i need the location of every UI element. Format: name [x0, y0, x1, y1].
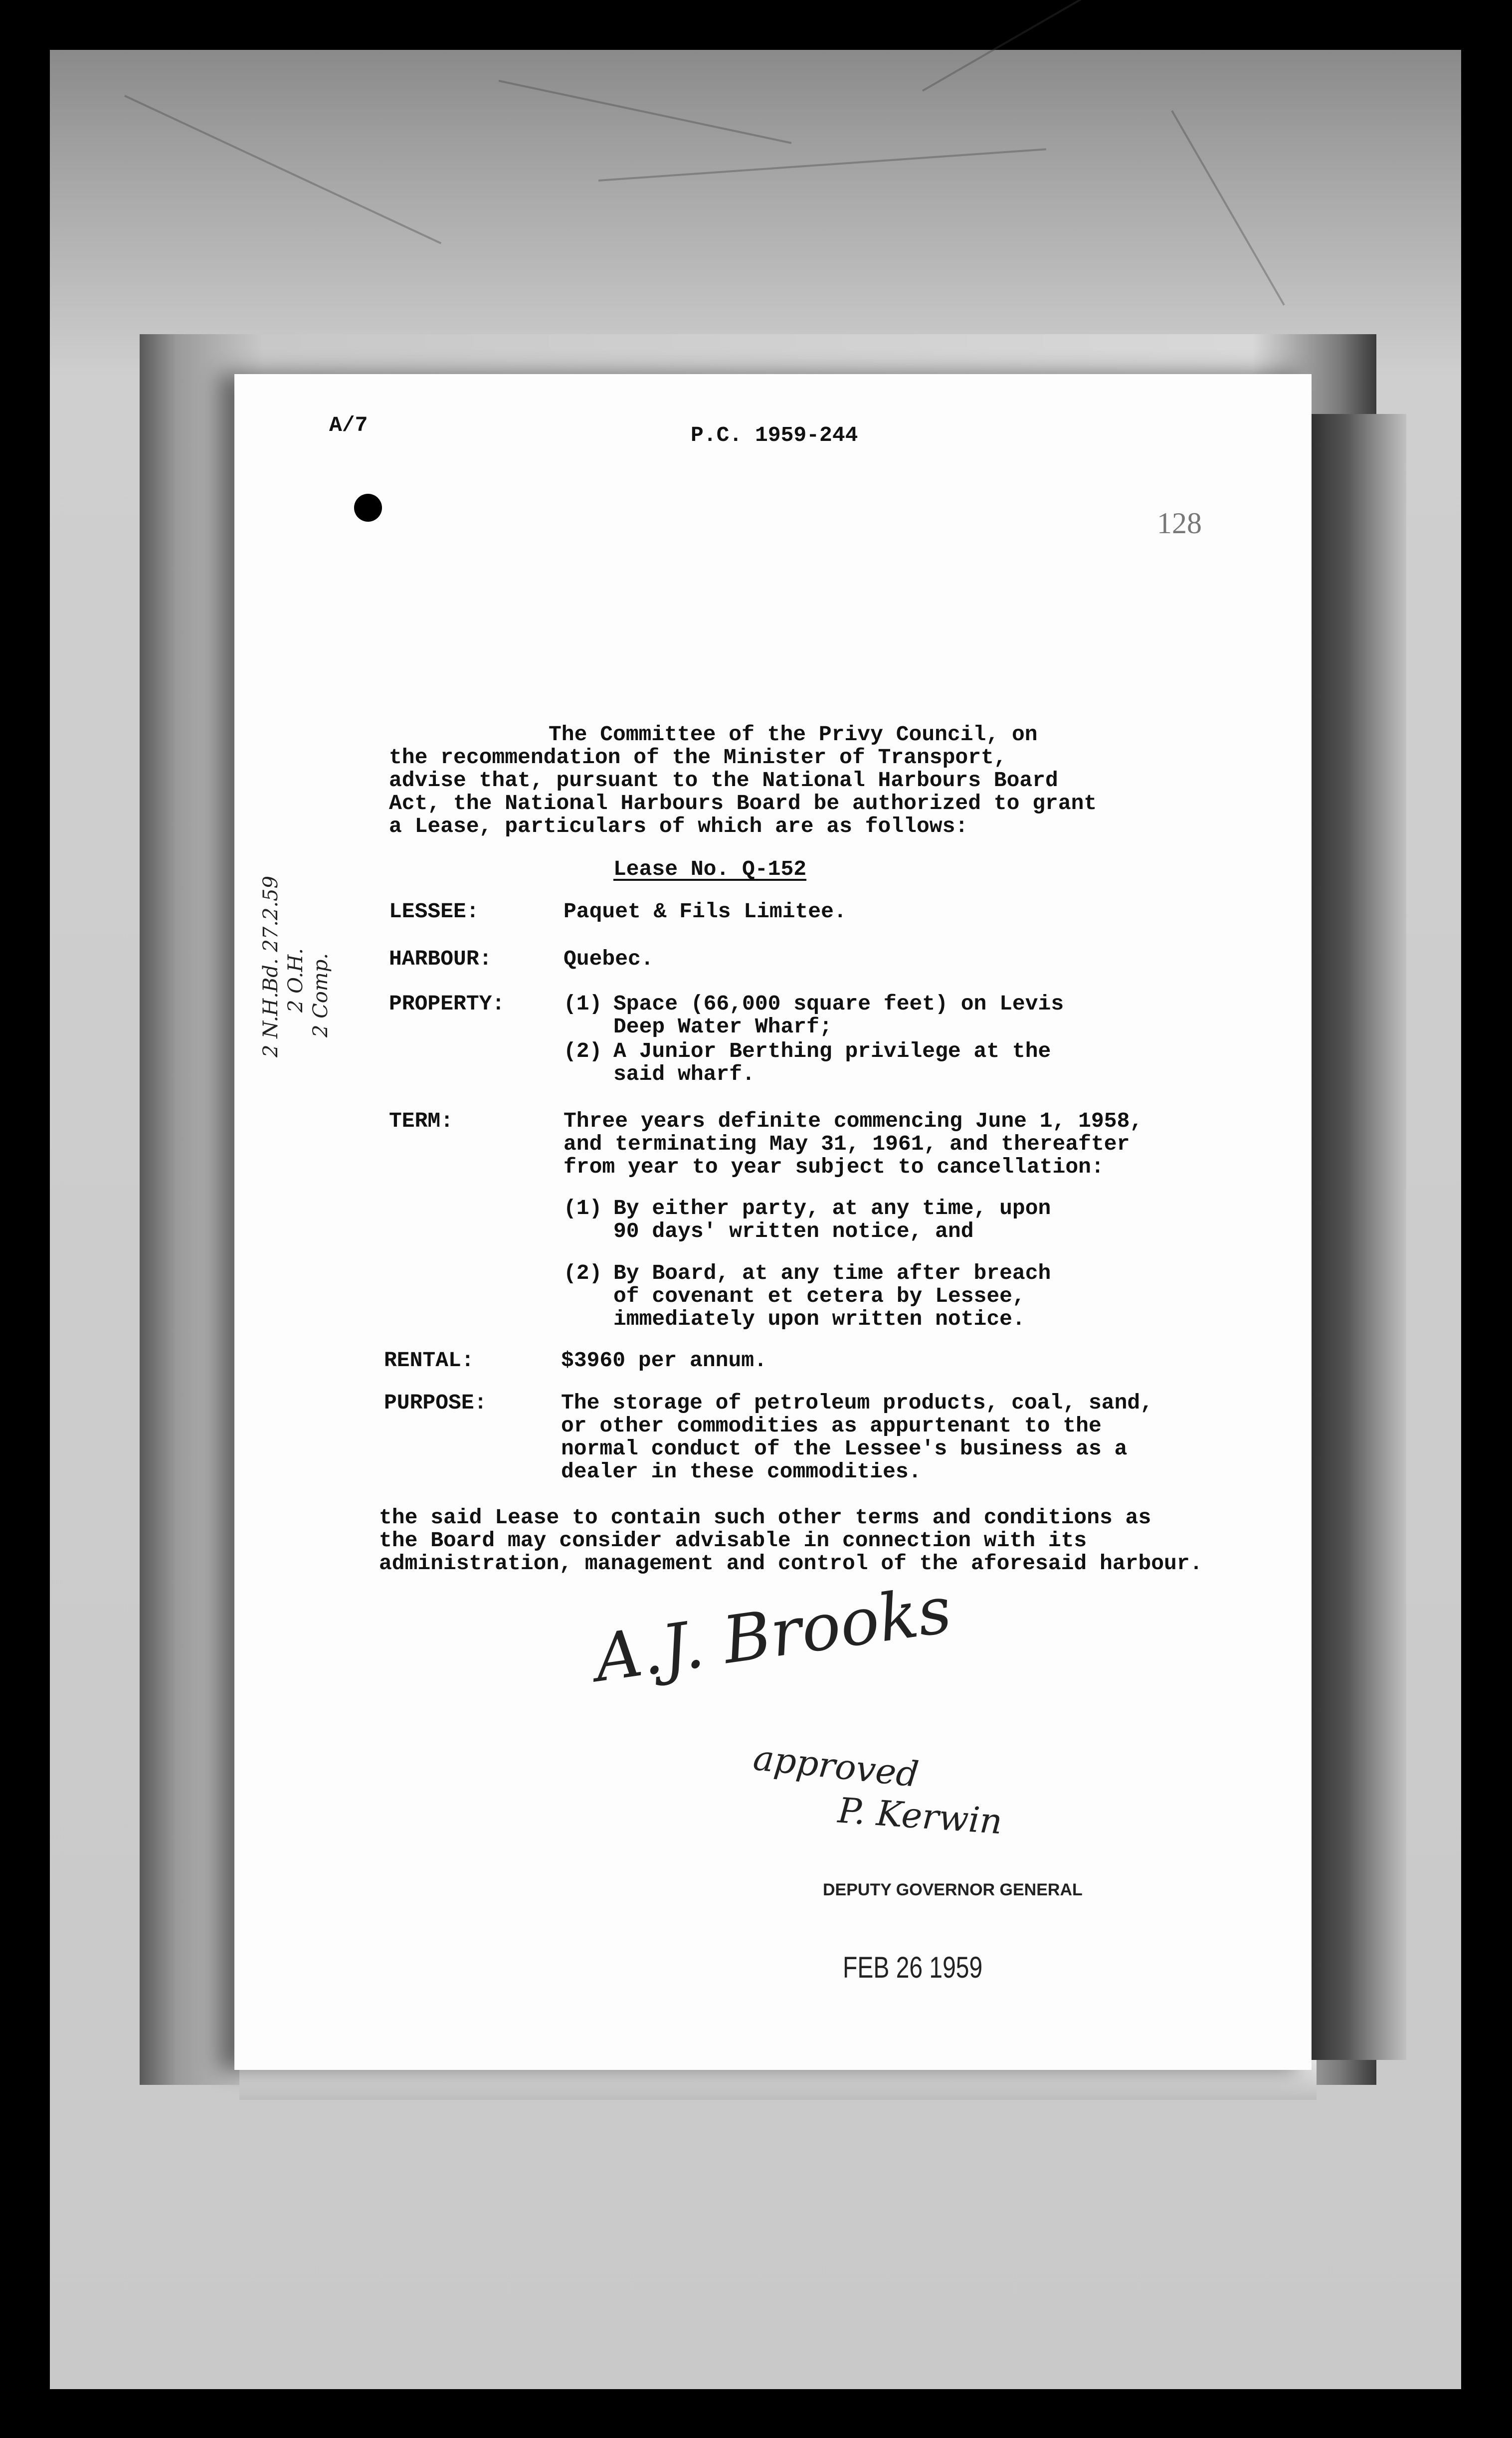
term-item-line: By Board, at any time after breach [613, 1261, 1051, 1285]
property-item-number: (2) [564, 1039, 602, 1063]
purpose-line: The storage of petroleum products, coal, sand, [561, 1391, 1153, 1415]
approval-date-stamp: FEB 26 1959 [843, 1951, 983, 1984]
purpose-label: PURPOSE: [384, 1391, 487, 1415]
lessee-value: Paquet & Fils Limitee. [564, 899, 847, 924]
property-label: PROPERTY: [389, 992, 505, 1016]
property-item-line: said wharf. [613, 1062, 755, 1086]
page-edge-shadow [1307, 414, 1406, 2060]
term-line: and terminating May 31, 1961, and thereafter [564, 1132, 1130, 1156]
purpose-line: or other commodities as appurtenant to the [561, 1414, 1102, 1438]
term-item-line: By either party, at any time, upon [613, 1196, 1051, 1220]
lease-title: Lease No. Q-152 [613, 857, 807, 881]
term-item-line: of covenant et cetera by Lessee, [613, 1284, 1025, 1308]
term-item-line: 90 days' written notice, and [613, 1219, 974, 1243]
minister-signature: A.J. Brooks [589, 1571, 956, 1697]
approval-signature: P. Kerwin [836, 1790, 1004, 1842]
preamble-line: the recommendation of the Minister of Transport, [389, 745, 1007, 770]
property-item-line: Deep Water Wharf; [613, 1015, 832, 1039]
deputy-governor-stamp: DEPUTY GOVERNOR GENERAL [823, 1880, 1083, 1899]
term-item-line: immediately upon written notice. [613, 1307, 1025, 1331]
lessee-label: LESSEE: [389, 899, 479, 924]
term-item-number: (1) [564, 1196, 602, 1220]
purpose-line: normal conduct of the Lessee's business as a [561, 1436, 1128, 1461]
harbour-label: HARBOUR: [389, 947, 492, 971]
term-line: Three years definite commencing June 1, 1958, [564, 1109, 1143, 1133]
file-reference: A/7 [329, 413, 368, 437]
property-item-line: Space (66,000 square feet) on Levis [613, 992, 1064, 1016]
preamble-line: The Committee of the Privy Council, on [549, 722, 1038, 747]
closing-line: the Board may consider advisable in connection with its [379, 1528, 1087, 1553]
preamble-line: advise that, pursuant to the National Harbours Board [389, 768, 1058, 793]
closing-line: the said Lease to contain such other terms and conditions as [379, 1505, 1151, 1530]
approval-note: approved [751, 1737, 921, 1796]
order-number: P.C. 1959-244 [691, 423, 858, 447]
purpose-line: dealer in these commodities. [561, 1459, 922, 1484]
term-label: TERM: [389, 1109, 454, 1133]
closing-line: administration, management and control of the aforesaid harbour. [379, 1551, 1203, 1576]
rental-label: RENTAL: [384, 1348, 474, 1373]
margin-note: 2 O.H. [284, 948, 307, 1013]
term-item-number: (2) [564, 1261, 602, 1285]
harbour-value: Quebec. [564, 947, 654, 971]
property-item-number: (1) [564, 992, 602, 1016]
margin-note: 2 N.H.Bd. 27.2.59 [259, 875, 282, 1057]
term-line: from year to year subject to cancellation: [564, 1155, 1104, 1179]
property-item-line: A Junior Berthing privilege at the [613, 1039, 1051, 1063]
document-page [234, 374, 1312, 2070]
margin-note: 2 Comp. [309, 953, 332, 1037]
preamble-line: a Lease, particulars of which are as follows: [389, 814, 968, 838]
preamble-line: Act, the National Harbours Board be authorized to grant [389, 791, 1097, 815]
page-number: 128 [1157, 507, 1202, 540]
punch-hole-icon [354, 494, 382, 522]
rental-value: $3960 per annum. [561, 1348, 767, 1373]
